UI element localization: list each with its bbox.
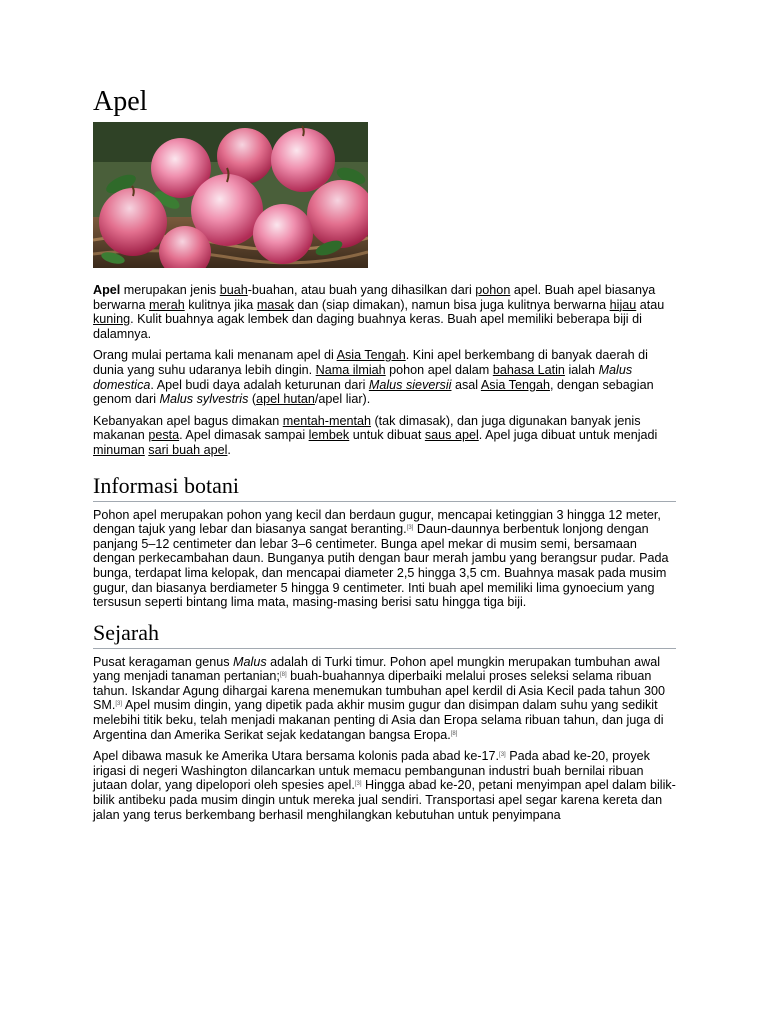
section-heading-sejarah: Sejarah xyxy=(93,620,676,649)
reference-link[interactable]: [3] xyxy=(406,525,414,532)
reference-link[interactable]: [3] xyxy=(354,781,362,788)
link-kuning[interactable]: kuning xyxy=(93,312,131,327)
reference-link[interactable]: [3] xyxy=(115,701,123,708)
usage-paragraph: Kebanyakan apel bagus dimakan mentah-mentah (tak dimasak), dan juga digunakan banyak jenis makanan pesta. Apel dimasak sampai lembek untuk dibuat saus apel. Apel juga dibuat untuk menjadi minuman sari buah apel. xyxy=(93,413,658,457)
link-apel-hutan[interactable]: apel hutan xyxy=(256,392,315,407)
origin-paragraph: Orang mulai pertama kali menanam apel di Asia Tengah. Kini apel berkembang di banyak daerah di dunia yang suhu udaranya lebih dingin. Nama ilmiah pohon apel dalam bahasa Latin ialah Malus domestica. Apel budi daya adalah keturunan dari Malus sieversii asal Asia Tengah, dengan sebagian genom dari Malus sylvestris (apel hutan/apel liar). xyxy=(93,348,654,407)
history-paragraph-2: Apel dibawa masuk ke Amerika Utara bersama kolonis pada abad ke-17.[3] Pada abad ke-20, proyek irigasi di negeri Washington dilancarkan untuk memacu pembangunan industri buah bernilai ribuan jutaan dolar, yang dipelopori oleh spesies apel.[3] Hingga abad ke-20, petani menyimpan apel dalam bilik-bilik antibeku pada musim dingin untuk mereka jual sendiri. Transportasi apel segar karena kereta dan jalan yang terus berkembang berhasil menghilangkan kebutuhan untuk penyimpana xyxy=(93,749,676,822)
link-masak[interactable]: masak xyxy=(256,297,294,312)
apple-basket-image xyxy=(93,122,368,268)
link-mentah-mentah[interactable]: mentah-mentah xyxy=(282,413,371,428)
reference-link[interactable]: [3] xyxy=(499,752,506,759)
link-lembek[interactable]: lembek xyxy=(308,428,350,443)
page-title: Apel xyxy=(93,86,148,117)
link-pohon[interactable]: pohon xyxy=(475,283,511,297)
link-nama-ilmiah[interactable]: Nama ilmiah xyxy=(315,362,386,377)
article xyxy=(93,86,676,829)
intro-paragraph: Apel merupakan jenis buah-buahan, atau buah yang dihasilkan dari pohon apel. Buah apel biasanya berwarna merah kulitnya jika masak dan (siap dimakan), namun bisa juga kulitnya berwarna hijau atau kuning. Kulit buahnya agak lembek dan daging buahnya keras. Buah apel memiliki beberapa biji di dalamnya. xyxy=(93,283,665,341)
link-sari-buah-apel[interactable]: sari buah apel xyxy=(148,442,228,457)
section-heading-botani: Informasi botani xyxy=(93,473,676,502)
reference-link[interactable]: [8] xyxy=(450,730,458,737)
link-buah[interactable]: buah xyxy=(219,283,248,297)
reference-link[interactable]: [8] xyxy=(279,672,287,679)
botany-paragraph: Pohon apel merupakan pohon yang kecil dan berdaun gugur, mencapai ketinggian 3 hingga 12 meter, dengan tajuk yang lebar dan biasanya sangat beranting.[3] Daun-daunnya berbentuk lonjong dengan panjang 5–12 centimeter dan lebar 3–6 centimeter. Bunga apel mekar di musim semi, bersamaan dengan perkecambahan daun. Bunganya putih dengan baur merah jambu yang berangsur pudar. Pada bunga, terdapat lima kelopak, dan mencapai diameter 2,5 hingga 3,5 cm. Buahnya masak pada musim gugur, dan biasanya berdiameter 5 hingga 9 centimeter. Inti buah apel memiliki lima gynoecium yang tersusun seperti bintang lima mata, masing-masing berisi satu hingga tiga biji. xyxy=(93,507,669,610)
link-hijau[interactable]: hijau xyxy=(609,297,637,312)
link-asia-tengah-2[interactable]: Asia Tengah xyxy=(480,377,550,392)
link-saus-apel[interactable]: saus apel xyxy=(424,428,479,443)
link-minuman[interactable]: minuman xyxy=(93,442,145,457)
link-bahasa-latin[interactable]: bahasa Latin xyxy=(492,362,565,377)
link-malus-sieversii[interactable]: Malus sieversii xyxy=(368,377,452,392)
link-merah[interactable]: merah xyxy=(149,297,185,312)
history-paragraph-1: Pusat keragaman genus Malus adalah di Turki timur. Pohon apel mungkin merupakan tumbuhan awal yang menjadi tanaman pertanian;[8] buah-buahannya diperbaiki melalui proses seleksi selama ribuan tahun. Iskandar Agung dihargai karena menemukan tumbuhan apel kerdil di Asia Kecil pada tahun 300 SM.[3] Apel musim dingin, yang dipetik pada akhir musim gugur dan disimpan dalam suhu yang sedikit melebihi titik beku, telah menjadi makanan penting di Asia dan Eropa selama ribuan tahun, dan juga di Argentina dan Amerika Serikat sejak kedatangan bangsa Eropa.[8] xyxy=(93,654,666,742)
link-pesta[interactable]: pesta xyxy=(148,428,180,443)
link-asia-tengah[interactable]: Asia Tengah xyxy=(336,348,406,363)
